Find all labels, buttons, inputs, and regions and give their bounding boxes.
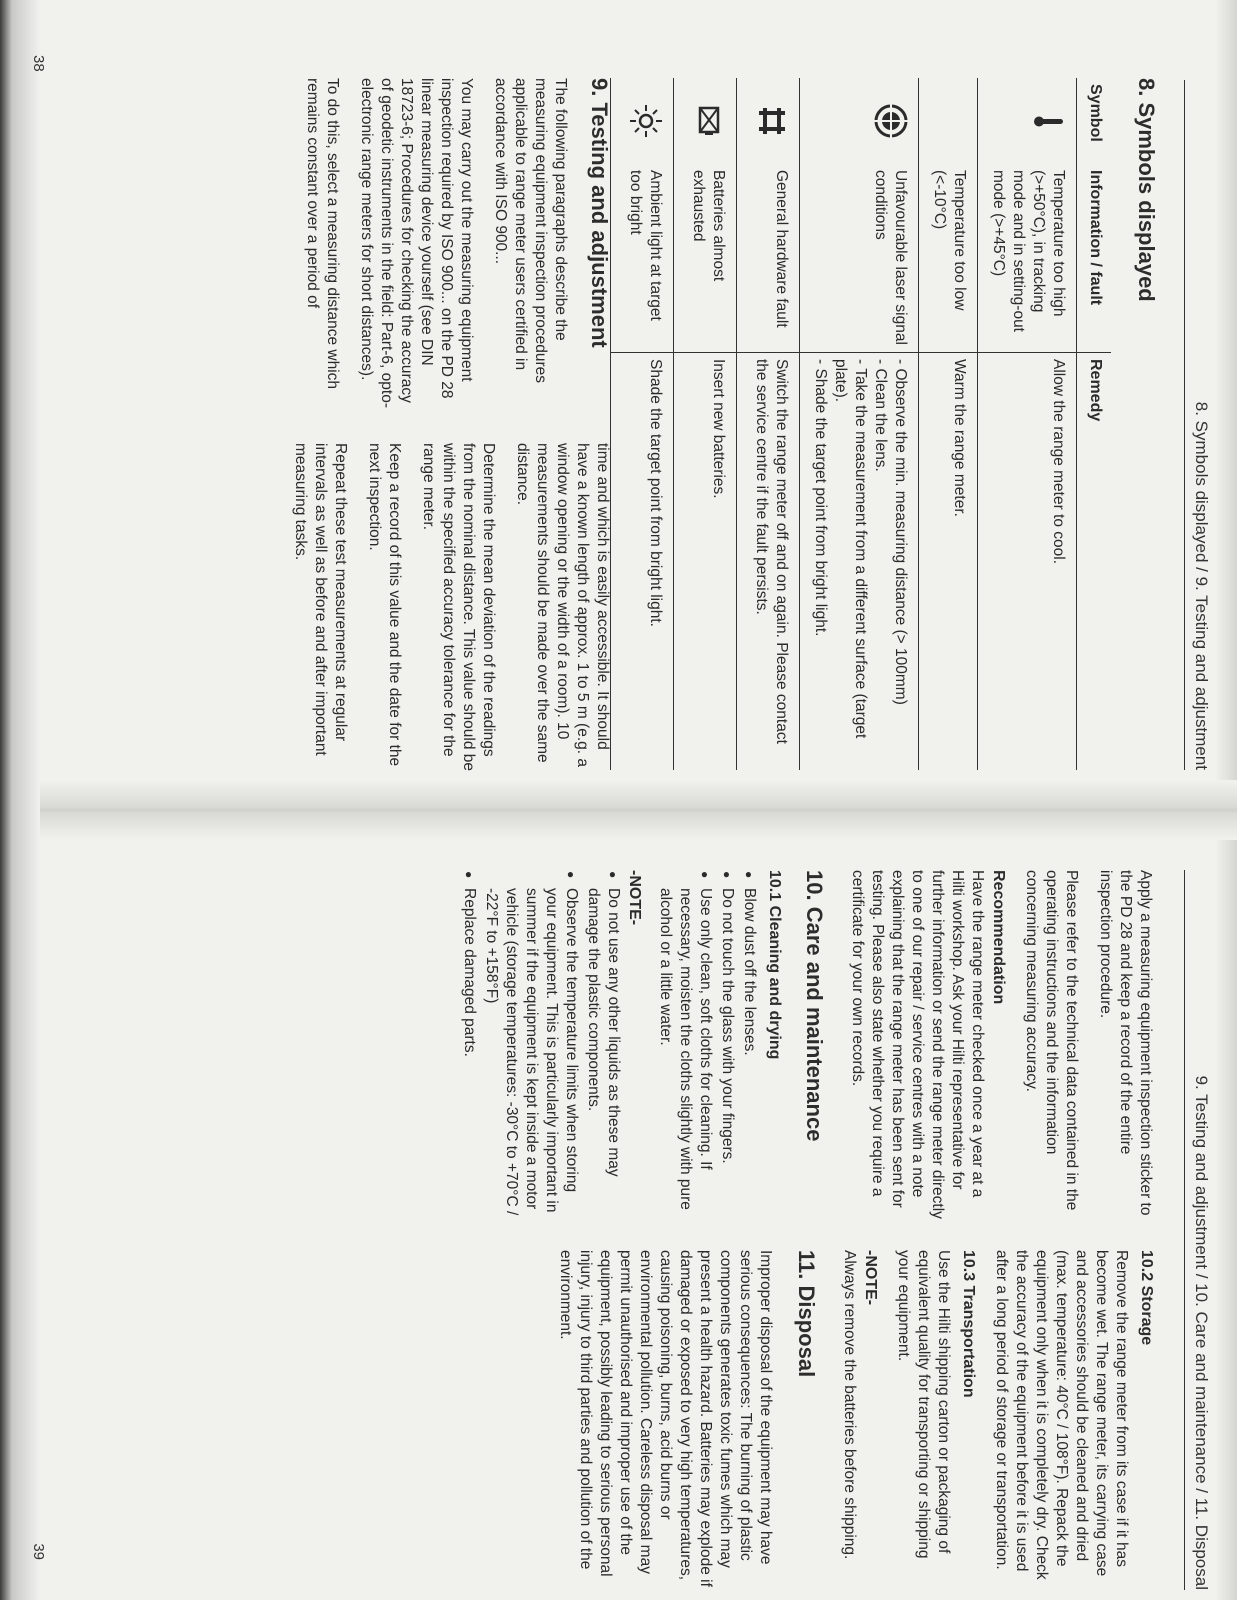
paragraph: You may carry out the measuring equipment inspection required by ISO 900... on the PD 28 linear measuring device yourself (see DIN 18723-6; Procedures for checking the accuracy of geodetic instruments in the field: Part-6, opto-electronic range meters for short distances). — [358, 78, 475, 408]
info-cell: Temperature too high (>+50°C), in tracking mode and in setting-out mode (>+45°C) — [978, 164, 1077, 353]
list-item: ● Do not touch the glass with your fingers. — [717, 888, 737, 1220]
section-8-heading: 8. Symbols displayed — [1134, 78, 1159, 302]
paragraph: Use the Hilti shipping carton or packaging of equivalent quality for transporting or shipping your equipment. — [895, 1250, 952, 1559]
remedy-line: - Clean the lens. — [872, 359, 889, 472]
recommendation-heading: Recommendation — [990, 870, 1007, 1005]
info-cell: Ambient light at target too bright — [611, 164, 674, 353]
tools-icon — [753, 102, 791, 140]
right-column-2 — [541, 1250, 1155, 1590]
note-list — [459, 870, 623, 1220]
paragraph: Keep a record of this value and the date for the next inspection. — [366, 443, 403, 767]
page-39 — [0, 830, 1237, 1600]
list-item: ● Replace damaged parts. — [459, 888, 479, 1220]
col-header-symbol: Symbol — [1077, 78, 1112, 164]
symbols-table-header — [1077, 78, 1112, 770]
paragraph: Improper disposal of the equipment may have serious consequences: The burning of plastic components generates toxic fumes which may present a health hazard. Batteries may explode if damaged or exposed to very high temperatures, causing poisoning, burns, acid burns or environmental pollution. Careless disposal may permit unauthorised and improper use of the equipment, possibly leading to serious personal injury, injury to third parties and pollution of the environment. — [557, 1250, 774, 1587]
paragraph: Repeat these test measurements at regular intervals as well as before and after important measuring tasks. — [292, 443, 349, 756]
paragraph: Always remove the batteries before shipping. — [841, 1250, 858, 1560]
right-column-1 — [447, 870, 1155, 1220]
section-10-heading: 10. Care and maintenance — [802, 870, 827, 1142]
paragraph: time and which is easily accessible. It should have a known length of approx. 1 to 5 m (e.g. a window opening or the width of a room). 10 measurements should be made over the same distance. — [514, 443, 611, 767]
table-row — [737, 78, 800, 770]
list-item: ● Observe the temperature limits when storing your equipment. This is particularly important in summer if the equipment is kept inside a motor vehicle (storage temperatures: -30°C to +70°C / -22°F to +158°F) — [481, 888, 581, 1220]
paragraph: Have the range meter checked once a year at a Hilti workshop. Ask your Hilti representative for further information or send the range meter directly to one of our repair / service centres with a note explaining that the range meter has been sent for testing. Please also state whether you require a certificate for your own records. — [849, 870, 986, 1219]
section-10-2-heading: 10.2 Storage — [1138, 1250, 1155, 1346]
page-number-right: 39 — [30, 1543, 47, 1560]
col-header-information: Information / fault — [1077, 164, 1112, 353]
paragraph: The following paragraphs describe the measuring equipment inspection procedures applicable to range meter users certified in accordance with ISO 900... — [492, 78, 569, 384]
remedy-line: - Observe the min. measuring distance (> 100mm) — [892, 359, 909, 705]
list-item: ● Use only clean, soft cloths for cleaning. If necessary, moisten the cloths slightly with pure alcohol or a little water. — [655, 888, 715, 1220]
page-38 — [0, 0, 1237, 790]
paragraph: Remove the range meter from its case if it has become wet. The range meter, its carrying case and accessories should be cleaned and dried (max. temperature: 40°C / 108°F). Repack the equipment only when it is completely dry. Check the accuracy of the equipment before it is used after a long period of storage or transportation. — [993, 1250, 1130, 1580]
remedy-cell: Warm the range meter. — [919, 353, 978, 771]
table-row — [800, 78, 919, 770]
remedy-cell — [800, 353, 919, 771]
running-head-left: 8. Symbols displayed / 9. Testing and adjustment — [1184, 80, 1211, 770]
sun-icon — [627, 102, 665, 140]
remedy-line: - Shade the target point from bright light. — [812, 359, 829, 637]
remedy-line: - Take the measurement from a different surface (target plate). — [832, 359, 869, 739]
table-row — [919, 78, 978, 770]
table-row — [611, 78, 674, 770]
laser-target-icon — [872, 102, 910, 140]
section-9-column-1 — [288, 78, 612, 408]
cleaning-list — [655, 870, 759, 1220]
table-row — [674, 78, 737, 770]
section-9-column-2 — [276, 443, 612, 773]
page-number-left: 38 — [30, 55, 47, 72]
remedy-cell: Allow the range meter to cool. — [978, 353, 1077, 771]
info-cell: General hardware fault — [737, 164, 800, 353]
section-10-1-heading: 10.1 Cleaning and drying — [766, 870, 783, 1060]
info-cell: Temperature too low (<-10°C) — [919, 164, 978, 353]
note-label: -NOTE- — [626, 870, 643, 926]
symbols-table — [610, 78, 1111, 770]
section-11-heading: 11. Disposal — [794, 1250, 819, 1378]
paragraph: Apply a measuring equipment inspection sticker to the PD 28 and keep a record of the entire inspection procedure. — [1097, 870, 1154, 1216]
table-row — [978, 78, 1077, 770]
note-label: -NOTE- — [862, 1250, 879, 1306]
remedy-cell: Shade the target point from bright light. — [611, 353, 674, 771]
info-cell: Batteries almost exhausted — [674, 164, 737, 353]
paragraph: To do this, select a measuring distance which remains constant over a period of — [304, 78, 341, 390]
info-cell: Unfavourable laser signal conditions — [800, 164, 919, 353]
remedy-cell: Switch the range meter off and on again. Please contact the service centre if the fault persists. — [737, 353, 800, 771]
list-item: ● Do not use any other liquids as these may damage the plastic components. — [583, 888, 623, 1220]
remedy-cell: Insert new batteries. — [674, 353, 737, 771]
paragraph: Determine the mean deviation of the readings from the nominal distance. This value should be within the specified accuracy tolerance for the range meter. — [420, 443, 497, 771]
running-head-right: 9. Testing and adjustment / 10. Care and maintenance / 11. Disposal — [1184, 870, 1211, 1590]
thermometer-icon — [1030, 102, 1068, 140]
battery-icon — [690, 102, 728, 140]
section-9-heading: 9. Testing and adjustment — [587, 78, 612, 348]
section-10-3-heading: 10.3 Transportation — [960, 1250, 977, 1398]
paragraph: Please refer to the technical data contained in the operating instructions and the information concerning measuring accuracy. — [1023, 870, 1080, 1211]
list-item: ● Blow dust off the lenses. — [739, 888, 759, 1220]
col-header-remedy: Remedy — [1077, 353, 1112, 771]
